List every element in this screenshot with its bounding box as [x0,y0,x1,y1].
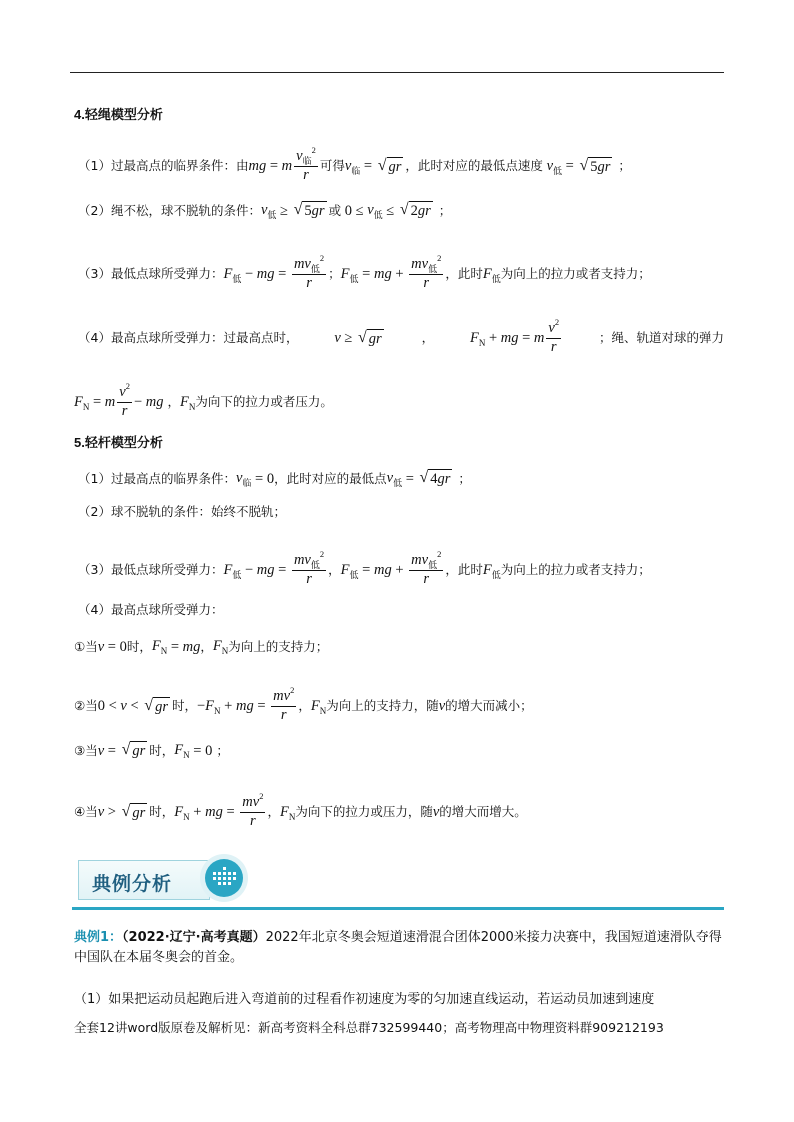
s4-line-4: （4）最高点球所受弹力：过最高点时， v ≥ √ gr ， $F_N$ + mg = m $\frac{v^2}{r}$ ；绳、轨道对球的弹力 [78,317,724,355]
s5-line-2: （2）球不脱轨的条件：始终不脱轨； [78,504,286,519]
s5-case-1: ①当 v = 0 时， $F_N$ = mg ， $F_N$ 为向上的支持力； [74,638,329,656]
s5-line-4: （4）最高点球所受弹力： [78,602,224,617]
example-banner [72,852,254,904]
example-source: （2022·辽宁·高考真题） [122,930,266,945]
example-text-2: （1）如果把运动员起跑后进入弯道前的过程看作初速度为零的匀加速直线运动，若运动员加速到速度 [74,992,655,1007]
footer-note: 全套12讲word版原卷及解析见：新高考资料全科总群732599440；高考物理高中物理资料群909212193 [74,1020,664,1035]
example-1 [74,928,724,968]
s5-line-1: （1）过最高点的临界条件： $v_临$ = 0 ，此时对应的最低点 $v_低$ = √ 4gr ； [78,469,471,488]
s5-case-3: ③当 v = √ gr 时， $F_N$ = 0 ； [74,741,229,760]
section-5-title: 5.轻杆模型分析 [74,435,163,450]
s5-case-4: ④当 v > √ gr 时， $F_N$ + mg = $\frac{mv^2}{r}$ ， $F_N$ 为向下的拉力或压力，随 v 的增大而增大。 [74,791,527,829]
header-rule [70,72,724,73]
s4-line-1: （1）过最高点的临界条件：由 mg = m $\frac{v_临^2}{r}$ 可得 $v_临$ = √ gr ，此时对应的最低点速度 $v_低$ = √ 5gr ； [78,145,631,183]
s5-line-3: （3）最低点球所受弹力： $F_低$ − mg = $\frac{mv_低^2}{r}$ ， $F_低$ = mg + $\frac{mv_低^2}{r}$ ，此时 $F_低$ 为向上的拉力或者支持力； [78,549,651,587]
section-4-title: 4.轻绳模型分析 [74,107,163,122]
example-text-1: 2022年北京冬奥会短道速滑混合团体2000米接力决赛中，我国短道速滑队夺得中国队在本届冬奥会的首金。 [74,930,722,965]
banner-underline [72,907,724,910]
example-tag: 典例1： [74,930,123,945]
s5-case-2: ②当 0 < v < √ gr 时， − $F_N$ + mg = $\frac{mv^2}{r}$ ， $F_N$ 为向上的支持力，随 v 的增大而减小； [74,685,533,723]
banner-label: 典例分析 [92,873,173,895]
dot-grid-icon [198,852,250,904]
s4-line-3: （3）最低点球所受弹力： $F_低$ − mg = $\frac{mv_低^2}{r}$ ； $F_低$ = mg + $\frac{mv_低^2}{r}$ ，此时 $F_低$ 为向上的拉力或者支持力； [78,253,651,291]
s4-line-5: $F_N$ = m $\frac{v^2}{r}$ − mg ， $F_N$ 为向下的拉力或者压力。 [74,381,333,419]
s4-line-2: （2）绳不松，球不脱轨的条件： $v_低$ ≥ √ 5gr 或 0 ≤ $v_低$ ≤ √ 2gr ； [78,201,452,220]
